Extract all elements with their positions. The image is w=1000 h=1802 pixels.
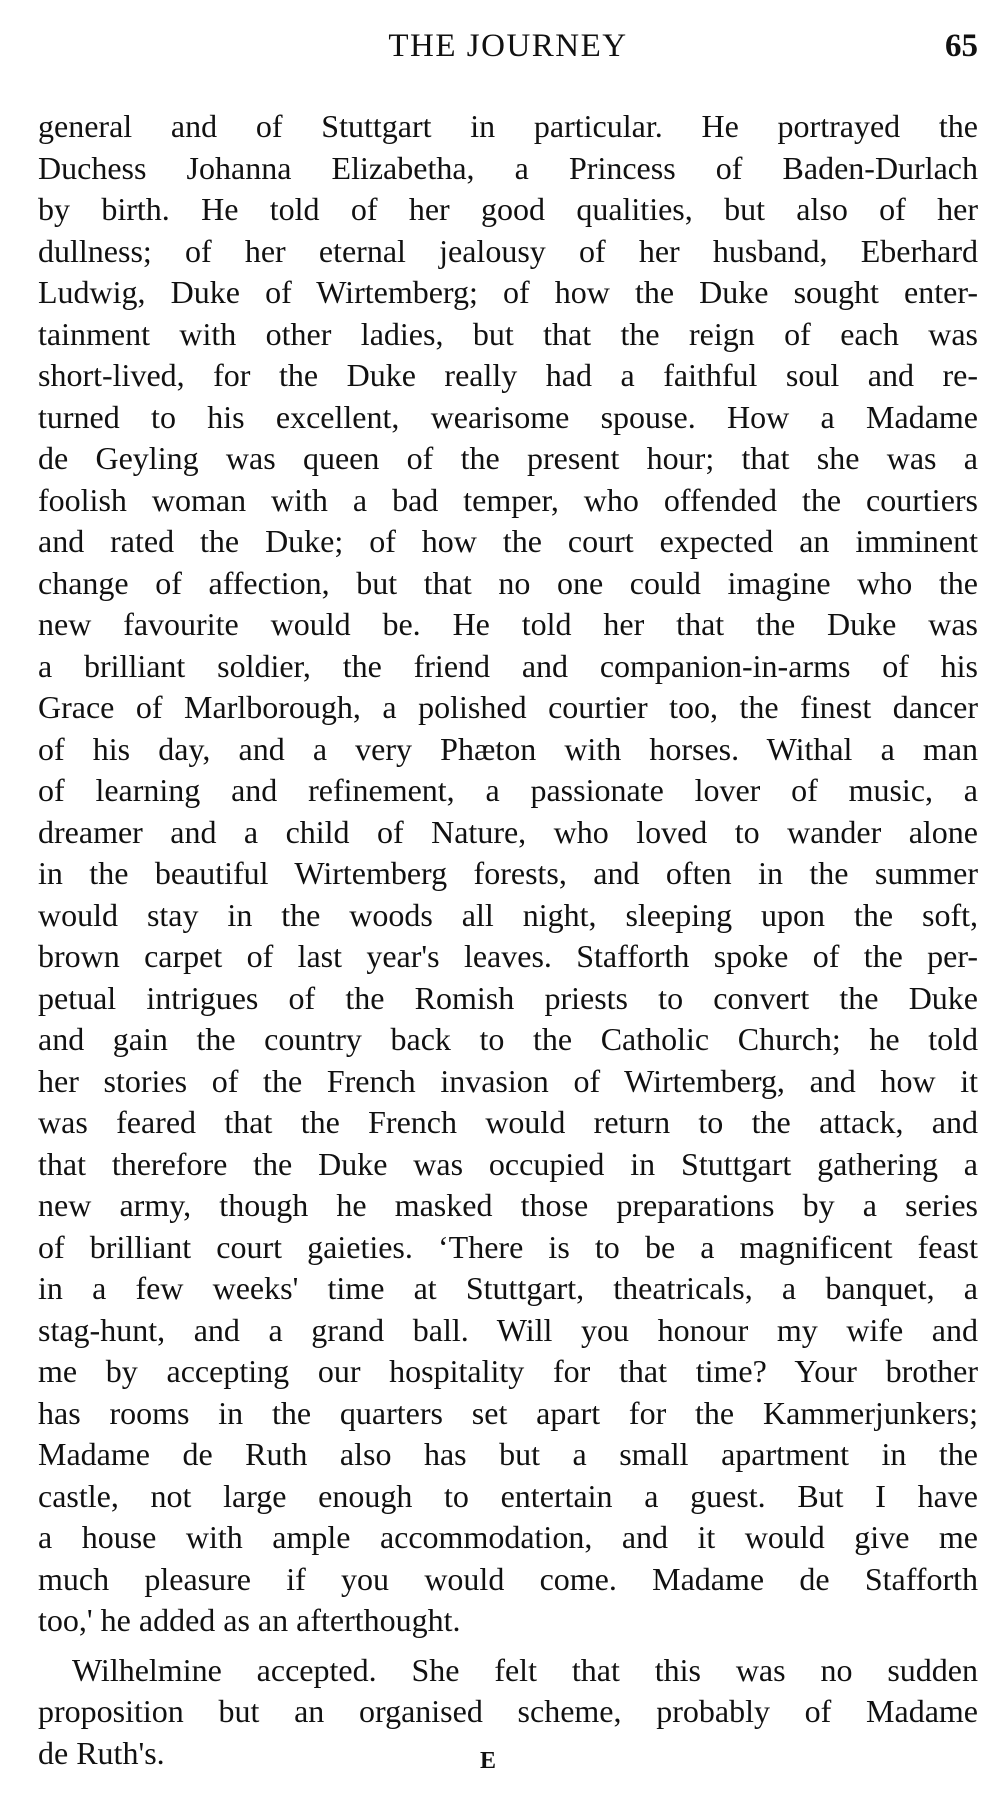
text-line: turned to his excellent, wearisome spouse. How a Madame [38, 398, 978, 435]
text-line: de Ruth's. [38, 1734, 165, 1771]
page-number: 65 [945, 28, 978, 64]
text-line: Duchess Johanna Elizabetha, a Princess of Baden-Durlach [38, 149, 978, 186]
text-line: much pleasure if you would come. Madame de Stafforth [38, 1560, 978, 1597]
text-line: and rated the Duke; of how the court expected an imminent [38, 523, 978, 559]
text-line: brown carpet of last year's leaves. Stafforth spoke of the per- [38, 938, 978, 974]
text-line: new army, though he masked those preparations by a series [38, 1187, 978, 1223]
text-line: general and of Stuttgart in particular. He portrayed the [38, 108, 978, 144]
text-line: too,' he added as an afterthought. [38, 1602, 461, 1638]
text-line: and gain the country back to the Catholic Church; he told [38, 1021, 978, 1057]
text-line: by birth. He told of her good qualities, but also of her [38, 191, 978, 227]
paragraph [38, 106, 978, 1642]
text-line: foolish woman with a bad temper, who offended the courtiers [38, 481, 978, 518]
text-line: a house with ample accommodation, and it would give me [38, 1519, 978, 1555]
paragraph-gap [38, 1642, 978, 1650]
text-line: was feared that the French would return to the attack, and [38, 1104, 978, 1140]
text-line: has rooms in the quarters set apart for the Kammerjunkers; [38, 1394, 978, 1431]
text-line: petual intrigues of the Romish priests to convert the Duke [38, 979, 978, 1016]
paragraph [38, 1650, 978, 1775]
text-line: that therefore the Duke was occupied in Stuttgart gathering a [38, 1145, 978, 1182]
text-line: me by accepting our hospitality for that time? Your brother [38, 1353, 978, 1389]
text-line: of his day, and a very Phæton with horses. Withal a man [38, 730, 978, 767]
text-line: dreamer and a child of Nature, who loved to wander alone [38, 813, 978, 850]
text-line: of learning and refinement, a passionate lover of music, a [38, 772, 978, 808]
text-line: of brilliant court gaieties. ‘There is to be a magnificent feast [38, 1228, 978, 1265]
text-line: Ludwig, Duke of Wirtemberg; of how the Duke sought enter- [38, 274, 978, 310]
text-line: a brilliant soldier, the friend and companion-in-arms of his [38, 647, 978, 684]
text-line: would stay in the woods all night, sleeping upon the soft, [38, 896, 978, 933]
body-text [38, 106, 978, 1774]
signature-mark: E [480, 1748, 497, 1774]
text-line: stag-hunt, and a grand ball. Will you honour my wife and [38, 1311, 978, 1348]
text-line: tainment with other ladies, but that the reign of each was [38, 315, 978, 352]
running-title: THE JOURNEY [388, 28, 628, 64]
text-line: castle, not large enough to entertain a guest. But I have [38, 1477, 978, 1514]
text-line: Madame de Ruth also has but a small apartment in the [38, 1436, 978, 1472]
text-line: her stories of the French invasion of Wirtemberg, and how it [38, 1062, 978, 1099]
running-header [38, 28, 978, 72]
text-line: in a few weeks' time at Stuttgart, theatricals, a banquet, a [38, 1270, 978, 1306]
text-line: Wilhelmine accepted. She felt that this was no sudden [72, 1651, 978, 1688]
text-line: short-lived, for the Duke really had a faithful soul and re- [38, 357, 978, 393]
text-line: dullness; of her eternal jealousy of her husband, Eberhard [38, 232, 978, 269]
text-line: de Geyling was queen of the present hour; that she was a [38, 440, 978, 476]
text-line: proposition but an organised scheme, probably of Madame [38, 1693, 978, 1729]
text-line: in the beautiful Wirtemberg forests, and often in the summer [38, 855, 978, 891]
text-line: change of affection, but that no one could imagine who the [38, 564, 978, 601]
text-line: Grace of Marlborough, a polished courtier too, the finest dancer [38, 689, 978, 725]
text-line: new favourite would be. He told her that the Duke was [38, 606, 978, 642]
